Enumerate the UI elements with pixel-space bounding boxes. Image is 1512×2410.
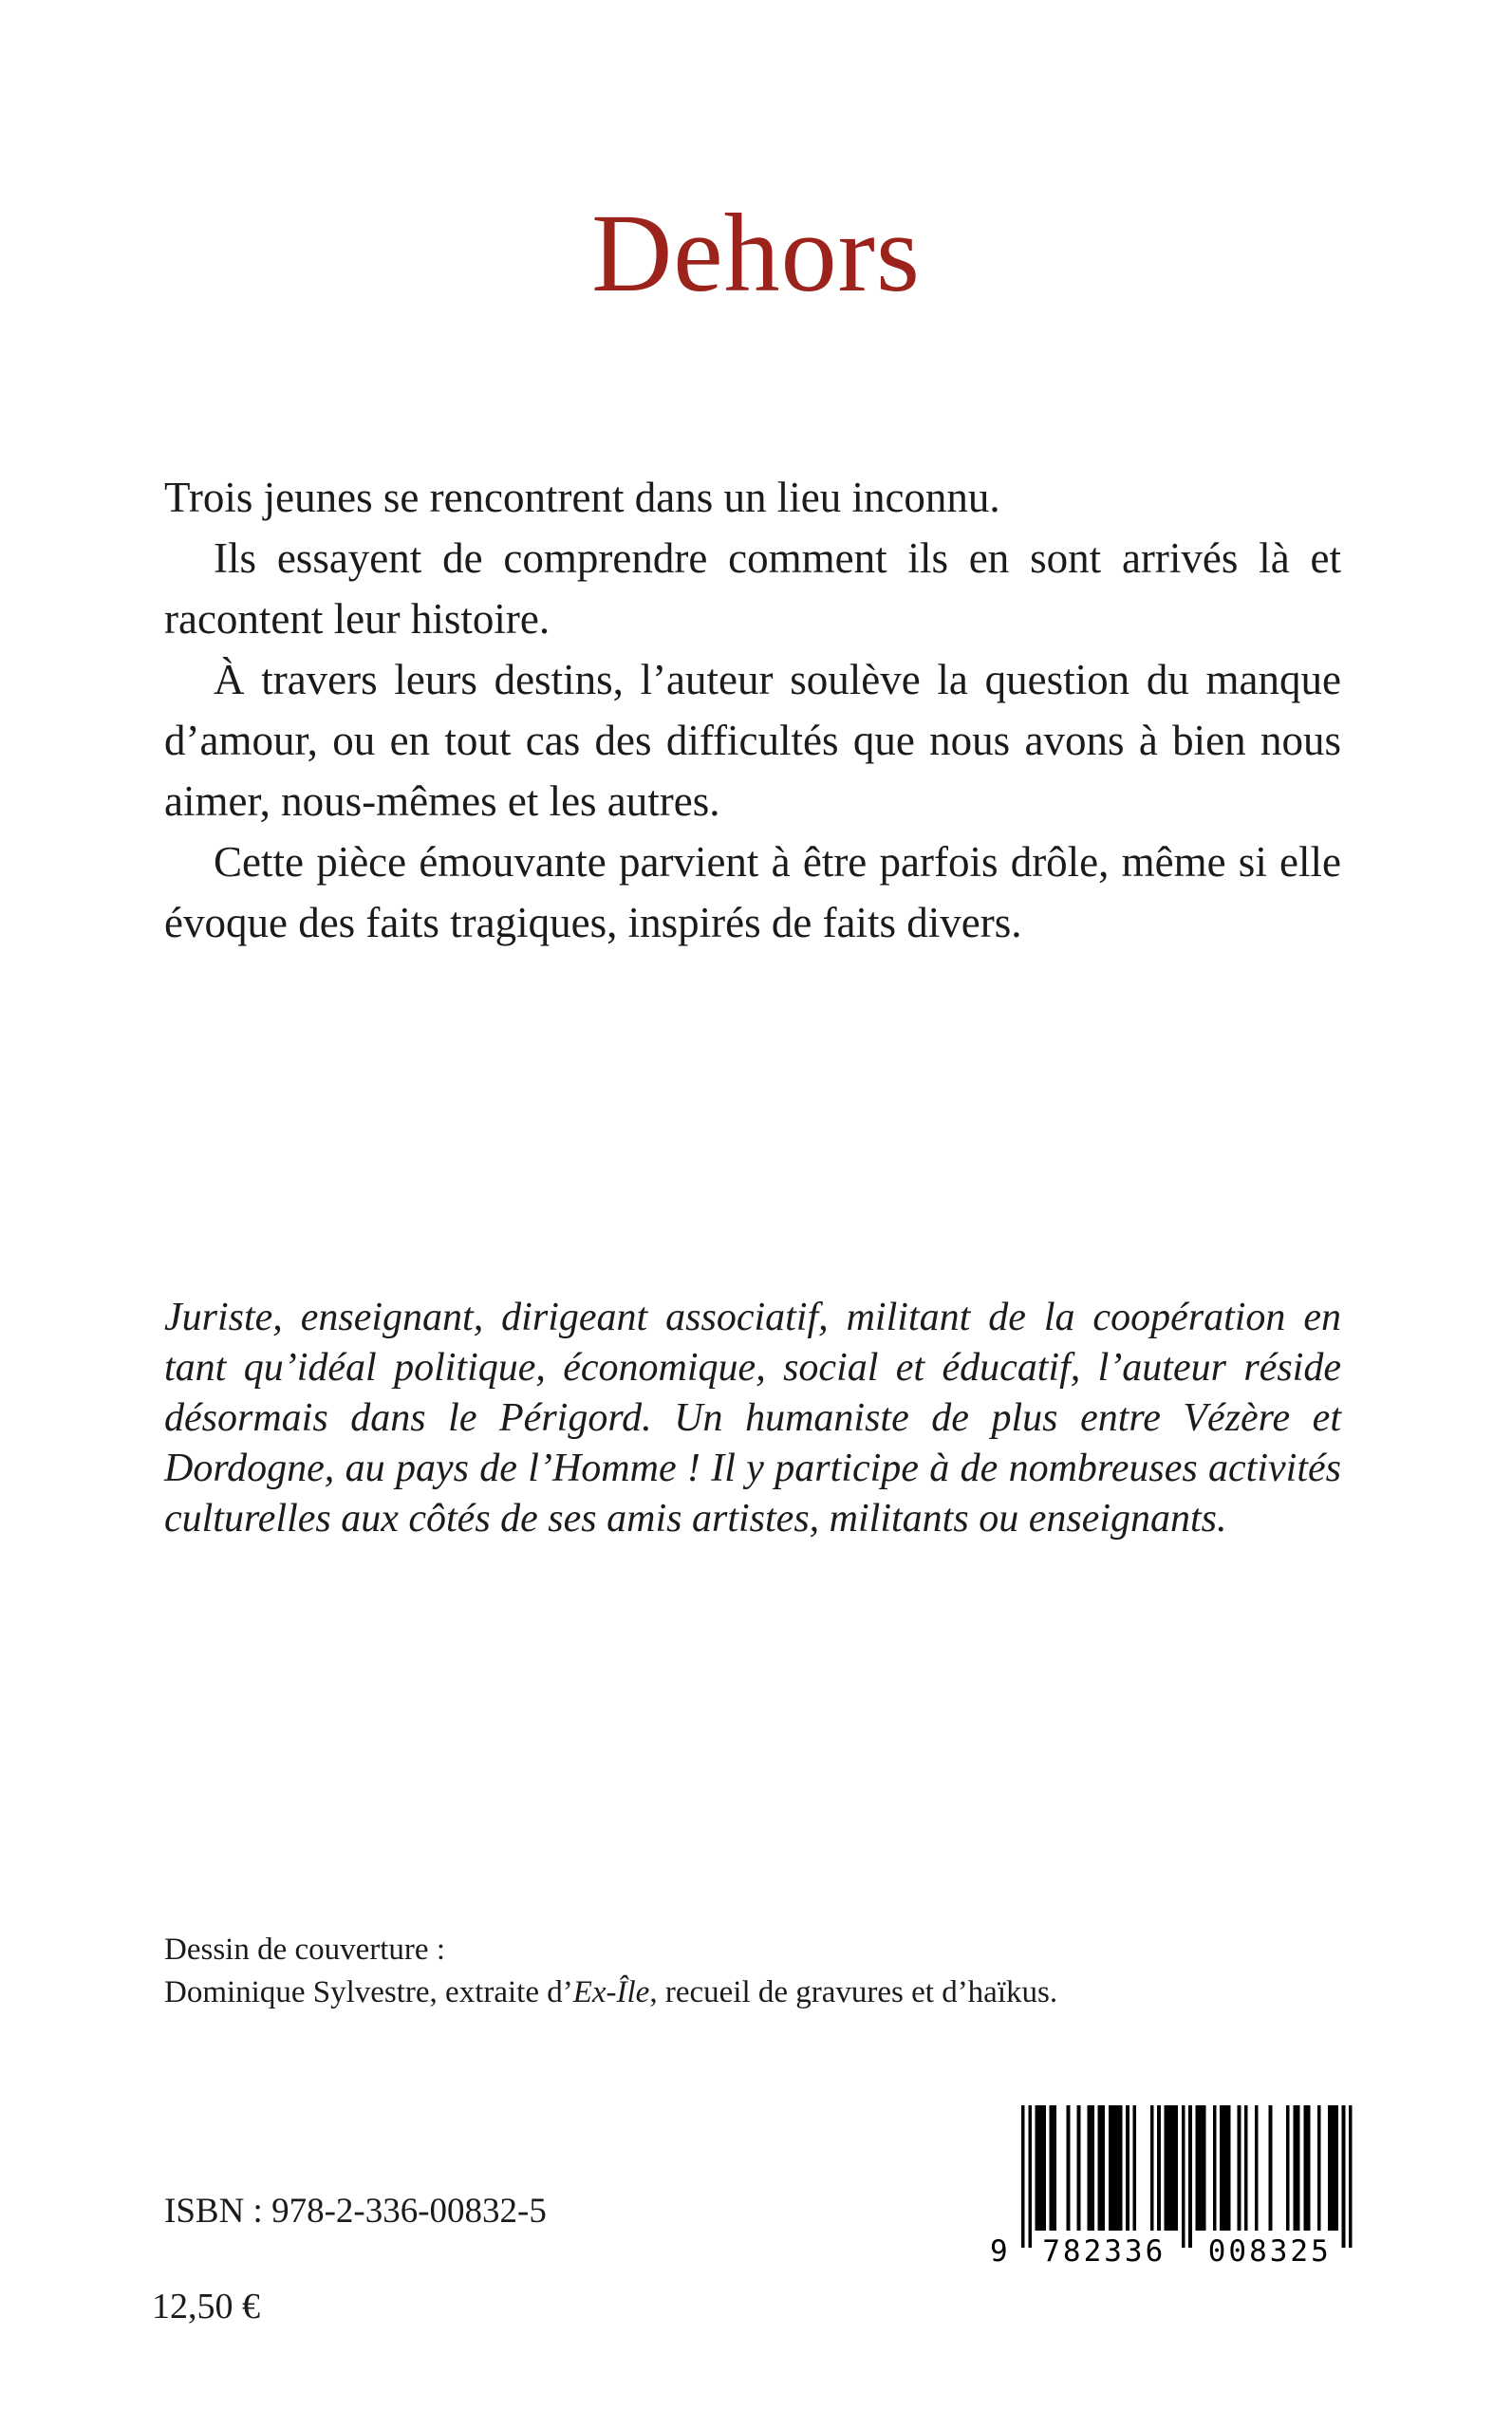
author-bio	[164, 1293, 1341, 1544]
cover-credit-suffix: , recueil de gravures et d’haïkus.	[649, 1975, 1058, 2009]
barcode-bars	[990, 2105, 1353, 2248]
synopsis-paragraph: Trois jeunes se rencontrent dans un lieu inconnu.	[164, 474, 1000, 521]
synopsis	[164, 467, 1341, 953]
author-bio-text: Juriste, enseignant, dirigeant associatif, militant de la coopération en tant qu’idéal politique, économique, social et éducatif, l’auteur réside désormais dans le Périgord. Un humaniste de plus entre Vézère et Dordogne, au pays de l’Homme ! Il y participe à de nombreuses activités culturelles aux côtés de ses amis artistes, militants ou enseignants.	[164, 1296, 1341, 1541]
book-title: Dehors	[591, 191, 921, 315]
synopsis-paragraph: À travers leurs destins, l’auteur soulève la question du manque d’amour, ou en tout cas des difficultés que nous avons à bien nous aimer, nous-mêmes et les autres.	[164, 656, 1341, 825]
barcode-digits-right: 008325	[1207, 2234, 1332, 2269]
cover-credit-work-title: Ex-Île	[572, 1975, 650, 2009]
cover-credit-line2	[164, 1971, 1341, 2014]
cover-credit	[164, 1929, 1341, 2014]
ean13-barcode	[990, 2105, 1353, 2276]
isbn: ISBN : 978-2-336-00832-5	[164, 2192, 547, 2231]
price: 12,50 €	[152, 2287, 260, 2326]
synopsis-paragraph: Ils essayent de comprendre comment ils en sont arrivés là et racontent leur histoire.	[164, 534, 1341, 643]
barcode-digits	[990, 2234, 1353, 2269]
cover-credit-artist: Dominique Sylvestre, extraite d’	[164, 1975, 573, 2009]
barcode-digit-system: 9	[990, 2234, 1008, 2269]
cover-credit-line1: Dessin de couverture :	[164, 1933, 445, 1967]
synopsis-paragraph: Cette pièce émouvante parvient à être parfois drôle, même si elle évoque des faits tragiques, inspirés de faits divers.	[164, 838, 1341, 946]
barcode-digits-left: 782336	[1042, 2234, 1167, 2269]
